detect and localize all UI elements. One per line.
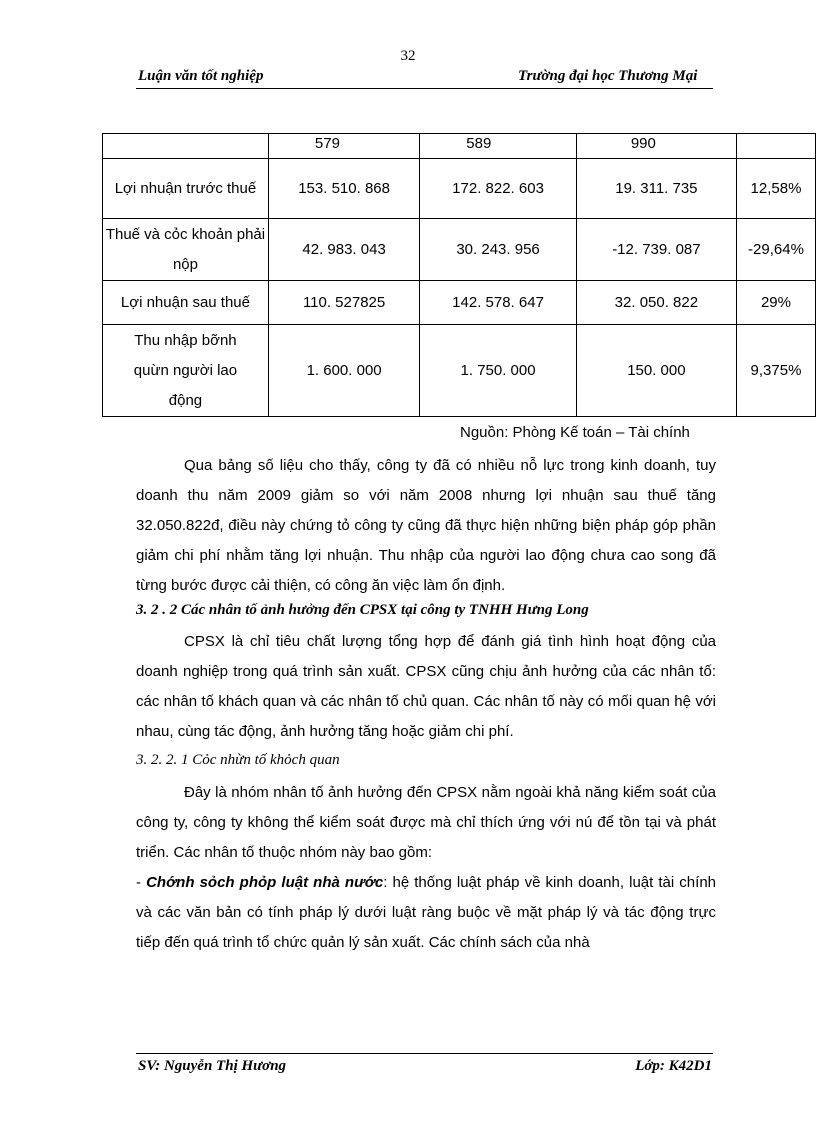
table-cell: 9,375% bbox=[736, 325, 815, 417]
paragraph-3 bbox=[136, 778, 716, 868]
page-number: 32 bbox=[400, 48, 416, 64]
table-row bbox=[103, 219, 816, 281]
header-rule bbox=[136, 88, 713, 89]
paragraph-text: CPSX là chỉ tiêu chất lượng tổng hợp để đánh giá tình hình hoạt động của doanh nghiệp trong quá trình sản xuất. CPSX cũng chịu ảnh hưởng của các nhân tố: các nhân tố khách quan và các nhân tố chủ quan. Các nhân tố này có mối quan hệ với nhau, cùng tác động, ảnh hưởng tăng hoặc giảm chi phí. bbox=[136, 633, 716, 740]
table-cell: 990 bbox=[576, 134, 736, 159]
table-cell: 589 bbox=[420, 134, 577, 159]
row-label: Lợi nhuận trước thuế bbox=[103, 159, 269, 219]
table-cell: 19. 311. 735 bbox=[576, 159, 736, 219]
footer-right: Lớp: K42D1 bbox=[635, 1058, 712, 1074]
row-label: Thu nhập bỡnh quừn người lao động bbox=[103, 325, 269, 417]
table-row bbox=[103, 159, 816, 219]
table-cell: 142. 578. 647 bbox=[420, 281, 577, 325]
table-cell: 172. 822. 603 bbox=[420, 159, 577, 219]
table-cell: -29,64% bbox=[736, 219, 815, 281]
header-right: Trường đại học Thương Mại bbox=[518, 68, 698, 84]
table-cell bbox=[736, 134, 815, 159]
paragraph-1 bbox=[136, 451, 716, 601]
header-left: Luận văn tốt nghiệp bbox=[138, 68, 264, 84]
subsection-heading: 3. 2. 2. 1 Cỏc nhừn tố khỏch quan bbox=[136, 752, 340, 768]
table-cell: 579 bbox=[268, 134, 419, 159]
paragraph-text: Qua bảng số liệu cho thấy, công ty đã có nhiều nỗ lực trong kinh doanh, tuy doanh thu năm 2009 giảm so với năm 2008 nhưng lợi nhuận sau thuế tăng 32.050.822đ, điều này chứng tỏ công ty cũng đã thực hiện những biện pháp góp phần giảm chi phí nhằm tăng lợi nhuận. Thu nhập của người lao động chưa cao song đã từng bước được cải thiện, có công ăn việc làm ổn định. bbox=[136, 457, 716, 594]
financial-table bbox=[102, 133, 816, 417]
table-cell: 110. 527825 bbox=[268, 281, 419, 325]
table-row bbox=[103, 281, 816, 325]
table-cell: 12,58% bbox=[736, 159, 815, 219]
table-cell: 150. 000 bbox=[576, 325, 736, 417]
bullet-term: Chớnh sỏch phỏp luật nhà nước bbox=[146, 874, 384, 891]
bullet-paragraph bbox=[136, 868, 716, 958]
table-cell: 1. 600. 000 bbox=[268, 325, 419, 417]
table-cell: 32. 050. 822 bbox=[576, 281, 736, 325]
table-cell: 153. 510. 868 bbox=[268, 159, 419, 219]
table-cell bbox=[103, 134, 269, 159]
bullet-prefix: - bbox=[136, 874, 147, 891]
row-label: Lợi nhuận sau thuế bbox=[103, 281, 269, 325]
table-row bbox=[103, 134, 816, 159]
paragraph-2 bbox=[136, 627, 716, 747]
table-cell: 1. 750. 000 bbox=[420, 325, 577, 417]
table-cell: 29% bbox=[736, 281, 815, 325]
bullet-text: : hệ thống luật pháp về kinh doanh, luật tài chính và các văn bản có tính pháp lý dưới luật ràng buộc về mặt pháp lý và tác động trực tiếp đến quá trình tổ chức quản lý sản xuất. Các chính sách của nhà bbox=[136, 874, 717, 951]
section-heading: 3. 2 . 2 Các nhân tố ảnh hưởng đến CPSX tại công ty TNHH Hưng Long bbox=[136, 602, 589, 618]
footer-rule bbox=[136, 1053, 713, 1054]
table-cell: -12. 739. 087 bbox=[576, 219, 736, 281]
table-cell: 42. 983. 043 bbox=[268, 219, 419, 281]
table-cell: 30. 243. 956 bbox=[420, 219, 577, 281]
paragraph-text: Đây là nhóm nhân tố ảnh hưởng đến CPSX nằm ngoài khả năng kiểm soát của công ty, công ty không thể kiểm soát được mà chỉ thích ứng với nú để tồn tại và phát triển. Các nhân tố thuộc nhóm này bao gồm: bbox=[136, 784, 716, 861]
table-source: Nguồn: Phòng Kế toán – Tài chính bbox=[460, 424, 690, 441]
footer-left: SV: Nguyễn Thị Hương bbox=[138, 1058, 287, 1074]
row-label: Thuế và cỏc khoản phải nộp bbox=[103, 219, 269, 281]
table-row bbox=[103, 325, 816, 417]
